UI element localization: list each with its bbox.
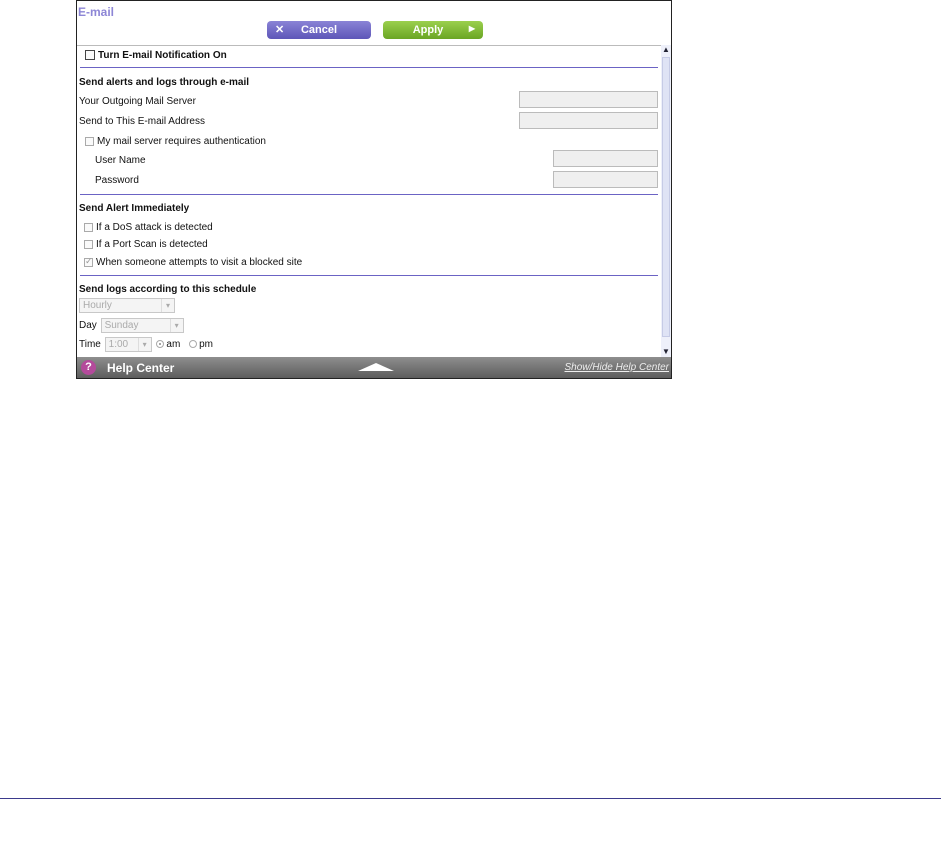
am-label: am bbox=[166, 339, 181, 351]
chevron-down-icon: ▾ bbox=[138, 338, 151, 351]
page-title: E-mail bbox=[78, 5, 115, 19]
day-row bbox=[79, 318, 184, 333]
alert-blocked-site-label: When someone attempts to visit a blocked site bbox=[96, 257, 303, 268]
day-label: Day bbox=[79, 320, 97, 332]
help-center-label: Help Center bbox=[107, 361, 175, 375]
alert-dos-option[interactable] bbox=[84, 222, 213, 233]
scrollbar-thumb[interactable] bbox=[662, 57, 670, 337]
username-input[interactable] bbox=[553, 150, 658, 167]
outgoing-server-label: Your Outgoing Mail Server bbox=[79, 96, 196, 107]
help-center-bar bbox=[77, 357, 671, 378]
alert-portscan-checkbox[interactable] bbox=[84, 240, 93, 249]
section-divider bbox=[80, 275, 658, 276]
apply-button-label: Apply bbox=[412, 24, 444, 36]
alert-portscan-label: If a Port Scan is detected bbox=[96, 239, 208, 250]
apply-button[interactable] bbox=[383, 21, 483, 39]
send-alerts-heading: Send alerts and logs through e-mail bbox=[79, 77, 250, 88]
send-to-email-input[interactable] bbox=[519, 112, 658, 129]
send-to-label: Send to This E-mail Address bbox=[79, 116, 205, 127]
time-select[interactable] bbox=[105, 337, 152, 352]
section-divider bbox=[80, 67, 658, 68]
time-row bbox=[79, 337, 213, 352]
help-icon[interactable]: ? bbox=[81, 360, 96, 375]
cancel-button-label: Cancel bbox=[300, 24, 338, 36]
notification-toggle[interactable] bbox=[85, 50, 227, 61]
notification-label: Turn E-mail Notification On bbox=[98, 50, 227, 61]
email-settings-panel bbox=[76, 0, 672, 379]
auth-toggle[interactable] bbox=[85, 136, 266, 147]
password-input[interactable] bbox=[553, 171, 658, 188]
pm-radio[interactable] bbox=[189, 340, 197, 348]
cancel-button[interactable] bbox=[267, 21, 371, 39]
frequency-row bbox=[79, 298, 175, 313]
alert-portscan-option[interactable] bbox=[84, 239, 208, 250]
chevron-down-icon: ▾ bbox=[161, 299, 174, 312]
pm-label: pm bbox=[199, 339, 214, 351]
section-divider bbox=[80, 194, 658, 195]
am-radio[interactable] bbox=[156, 340, 164, 348]
vertical-scrollbar[interactable] bbox=[661, 45, 671, 357]
day-value: Sunday bbox=[104, 320, 139, 331]
frequency-select[interactable] bbox=[79, 298, 175, 313]
alert-blocked-site-option[interactable] bbox=[84, 257, 302, 268]
alert-blocked-site-checkbox[interactable] bbox=[84, 258, 93, 267]
time-label: Time bbox=[79, 339, 101, 351]
frequency-value: Hourly bbox=[83, 300, 112, 311]
auth-checkbox[interactable] bbox=[85, 137, 94, 146]
scroll-up-icon[interactable]: ▲ bbox=[662, 45, 670, 54]
arrow-right-icon: ▶ bbox=[468, 24, 475, 33]
show-hide-help-link[interactable]: Show/Hide Help Center bbox=[564, 362, 669, 373]
schedule-heading: Send logs according to this schedule bbox=[79, 284, 257, 295]
settings-form bbox=[77, 45, 661, 357]
username-label: User Name bbox=[95, 155, 146, 166]
day-select[interactable] bbox=[101, 318, 184, 333]
alert-dos-label: If a DoS attack is detected bbox=[96, 222, 213, 233]
auth-label: My mail server requires authentication bbox=[97, 136, 266, 147]
expand-up-icon[interactable] bbox=[358, 363, 394, 371]
notification-checkbox[interactable] bbox=[85, 50, 95, 60]
close-icon: ✕ bbox=[275, 24, 285, 36]
page-divider bbox=[0, 798, 941, 799]
scroll-down-icon[interactable]: ▼ bbox=[662, 347, 670, 356]
alert-dos-checkbox[interactable] bbox=[84, 223, 93, 232]
outgoing-server-input[interactable] bbox=[519, 91, 658, 108]
chevron-down-icon: ▾ bbox=[170, 319, 183, 332]
header bbox=[77, 1, 671, 45]
time-value: 1:00 bbox=[108, 339, 129, 350]
divider bbox=[77, 45, 661, 46]
password-label: Password bbox=[95, 175, 139, 186]
alert-immediately-heading: Send Alert Immediately bbox=[79, 203, 190, 214]
